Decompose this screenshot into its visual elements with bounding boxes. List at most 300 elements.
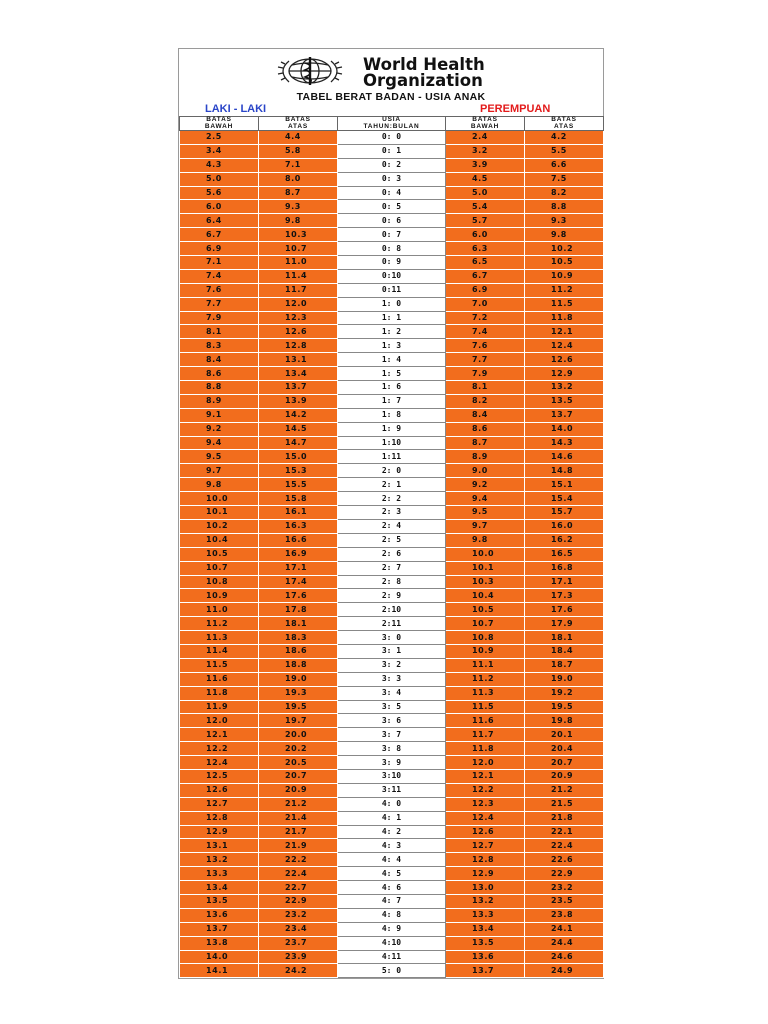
male-upper-limit-header <box>259 117 338 131</box>
female-upper-limit-cell: 20.7 <box>525 756 604 770</box>
male-upper-limit-cell: 20.2 <box>259 742 338 756</box>
org-name-line-1: World Health <box>363 55 485 74</box>
female-upper-limit-cell: 15.1 <box>525 478 604 492</box>
female-lower-limit-cell: 12.6 <box>446 825 525 839</box>
table-row <box>180 881 604 895</box>
table-row <box>180 714 604 728</box>
table-row <box>180 339 604 353</box>
age-cell: 0: 8 <box>338 242 446 256</box>
female-lower-limit-cell: 6.0 <box>446 228 525 242</box>
organization-name <box>363 57 485 89</box>
age-cell: 1: 3 <box>338 339 446 353</box>
table-row <box>180 131 604 145</box>
male-upper-limit-cell: 16.3 <box>259 519 338 533</box>
female-lower-limit-cell: 10.5 <box>446 603 525 617</box>
female-lower-limit-cell: 10.1 <box>446 561 525 575</box>
male-upper-limit-cell: 20.0 <box>259 728 338 742</box>
male-lower-limit-cell: 6.0 <box>180 200 259 214</box>
male-lower-limit-cell: 10.2 <box>180 519 259 533</box>
female-upper-limit-cell: 22.1 <box>525 825 604 839</box>
female-lower-limit-cell: 7.9 <box>446 367 525 381</box>
female-lower-limit-header <box>446 117 525 131</box>
age-cell: 0:11 <box>338 283 446 297</box>
female-lower-limit-cell: 9.2 <box>446 478 525 492</box>
male-lower-limit-cell: 6.4 <box>180 214 259 228</box>
female-upper-limit-cell: 22.6 <box>525 853 604 867</box>
male-upper-limit-cell: 8.7 <box>259 186 338 200</box>
male-lower-limit-cell: 10.8 <box>180 575 259 589</box>
female-lower-limit-cell: 13.2 <box>446 894 525 908</box>
male-lower-limit-cell: 7.1 <box>180 256 259 270</box>
female-upper-limit-cell: 8.2 <box>525 186 604 200</box>
age-cell: 4: 9 <box>338 922 446 936</box>
male-lower-limit-cell: 7.7 <box>180 297 259 311</box>
female-lower-limit-cell: 12.1 <box>446 769 525 783</box>
male-upper-limit-cell: 13.1 <box>259 353 338 367</box>
male-lower-limit-cell: 13.7 <box>180 922 259 936</box>
table-row <box>180 422 604 436</box>
female-lower-limit-cell: 12.4 <box>446 811 525 825</box>
male-upper-limit-cell: 11.4 <box>259 269 338 283</box>
male-lower-limit-cell: 6.7 <box>180 228 259 242</box>
age-cell: 0: 0 <box>338 131 446 145</box>
female-upper-limit-cell: 4.2 <box>525 131 604 145</box>
male-upper-limit-cell: 22.7 <box>259 881 338 895</box>
age-cell: 4: 8 <box>338 908 446 922</box>
table-row <box>180 172 604 186</box>
table-row <box>180 464 604 478</box>
female-upper-limit-cell: 15.4 <box>525 492 604 506</box>
table-row <box>180 658 604 672</box>
male-lower-limit-header <box>180 117 259 131</box>
female-upper-limit-cell: 12.9 <box>525 367 604 381</box>
table-row <box>180 519 604 533</box>
male-upper-limit-cell: 19.3 <box>259 686 338 700</box>
column-header-top: BATAS <box>206 116 232 123</box>
female-lower-limit-cell: 13.3 <box>446 908 525 922</box>
male-upper-limit-cell: 12.8 <box>259 339 338 353</box>
female-upper-limit-cell: 6.6 <box>525 158 604 172</box>
female-upper-limit-cell: 10.9 <box>525 269 604 283</box>
female-upper-limit-cell: 19.8 <box>525 714 604 728</box>
female-upper-limit-cell: 14.6 <box>525 450 604 464</box>
weight-age-chart <box>178 48 604 979</box>
column-header-top: BATAS <box>285 116 311 123</box>
female-lower-limit-cell: 8.2 <box>446 394 525 408</box>
table-row <box>180 950 604 964</box>
female-lower-limit-cell: 12.8 <box>446 853 525 867</box>
table-row <box>180 811 604 825</box>
age-cell: 4: 0 <box>338 797 446 811</box>
female-lower-limit-cell: 10.7 <box>446 617 525 631</box>
male-upper-limit-cell: 23.9 <box>259 950 338 964</box>
female-upper-limit-cell: 14.8 <box>525 464 604 478</box>
male-upper-limit-cell: 11.0 <box>259 256 338 270</box>
age-cell: 2:11 <box>338 617 446 631</box>
female-lower-limit-cell: 13.4 <box>446 922 525 936</box>
male-lower-limit-cell: 7.9 <box>180 311 259 325</box>
male-upper-limit-cell: 10.7 <box>259 242 338 256</box>
age-cell: 2: 6 <box>338 547 446 561</box>
table-row <box>180 297 604 311</box>
male-upper-limit-cell: 15.8 <box>259 492 338 506</box>
female-lower-limit-cell: 3.9 <box>446 158 525 172</box>
female-lower-limit-cell: 9.5 <box>446 506 525 520</box>
male-upper-limit-cell: 21.9 <box>259 839 338 853</box>
female-lower-limit-cell: 10.0 <box>446 547 525 561</box>
age-cell: 2: 5 <box>338 533 446 547</box>
table-row <box>180 617 604 631</box>
male-upper-limit-cell: 11.7 <box>259 283 338 297</box>
age-cell: 3: 9 <box>338 756 446 770</box>
male-upper-limit-cell: 19.0 <box>259 672 338 686</box>
male-lower-limit-cell: 10.0 <box>180 492 259 506</box>
age-cell: 1: 0 <box>338 297 446 311</box>
male-upper-limit-cell: 16.6 <box>259 533 338 547</box>
table-row <box>180 672 604 686</box>
age-cell: 2: 0 <box>338 464 446 478</box>
female-upper-limit-cell: 24.9 <box>525 964 604 978</box>
table-row <box>180 311 604 325</box>
male-lower-limit-cell: 10.5 <box>180 547 259 561</box>
age-cell: 4: 3 <box>338 839 446 853</box>
female-lower-limit-cell: 9.8 <box>446 533 525 547</box>
male-lower-limit-cell: 8.1 <box>180 325 259 339</box>
male-upper-limit-cell: 18.3 <box>259 631 338 645</box>
male-upper-limit-cell: 19.5 <box>259 700 338 714</box>
female-upper-limit-cell: 17.9 <box>525 617 604 631</box>
female-lower-limit-cell: 12.7 <box>446 839 525 853</box>
age-cell: 1: 9 <box>338 422 446 436</box>
male-upper-limit-cell: 4.4 <box>259 131 338 145</box>
age-cell: 1:11 <box>338 450 446 464</box>
male-upper-limit-cell: 22.2 <box>259 853 338 867</box>
male-upper-limit-cell: 14.7 <box>259 436 338 450</box>
female-lower-limit-cell: 13.7 <box>446 964 525 978</box>
male-upper-limit-cell: 13.4 <box>259 367 338 381</box>
column-header-row <box>180 117 604 131</box>
female-lower-limit-cell: 6.3 <box>446 242 525 256</box>
female-lower-limit-cell: 8.4 <box>446 408 525 422</box>
male-upper-limit-cell: 10.3 <box>259 228 338 242</box>
female-upper-limit-cell: 14.3 <box>525 436 604 450</box>
male-lower-limit-cell: 8.3 <box>180 339 259 353</box>
age-cell: 3: 6 <box>338 714 446 728</box>
age-cell: 0: 9 <box>338 256 446 270</box>
male-lower-limit-cell: 12.0 <box>180 714 259 728</box>
female-lower-limit-cell: 11.6 <box>446 714 525 728</box>
female-upper-limit-cell: 17.3 <box>525 589 604 603</box>
table-row <box>180 547 604 561</box>
age-cell: 2: 2 <box>338 492 446 506</box>
female-upper-limit-cell: 23.5 <box>525 894 604 908</box>
age-cell: 3: 7 <box>338 728 446 742</box>
female-upper-limit-cell: 16.2 <box>525 533 604 547</box>
table-row <box>180 867 604 881</box>
age-cell: 3: 5 <box>338 700 446 714</box>
age-cell: 2: 9 <box>338 589 446 603</box>
table-row <box>180 158 604 172</box>
age-cell: 0: 2 <box>338 158 446 172</box>
male-upper-limit-cell: 18.6 <box>259 644 338 658</box>
female-upper-limit-cell: 7.5 <box>525 172 604 186</box>
table-row <box>180 325 604 339</box>
age-cell: 1: 1 <box>338 311 446 325</box>
female-label: PEREMPUAN <box>480 103 551 115</box>
female-upper-limit-cell: 13.5 <box>525 394 604 408</box>
header-logo-row <box>179 49 603 91</box>
table-row <box>180 450 604 464</box>
table-row <box>180 381 604 395</box>
gender-labels <box>179 103 603 116</box>
female-upper-limit-cell: 22.9 <box>525 867 604 881</box>
male-lower-limit-cell: 11.0 <box>180 603 259 617</box>
male-upper-limit-cell: 9.8 <box>259 214 338 228</box>
male-upper-limit-cell: 18.1 <box>259 617 338 631</box>
female-upper-limit-cell: 23.2 <box>525 881 604 895</box>
table-row <box>180 894 604 908</box>
female-upper-limit-cell: 11.2 <box>525 283 604 297</box>
male-upper-limit-cell: 20.7 <box>259 769 338 783</box>
male-upper-limit-cell: 20.9 <box>259 783 338 797</box>
male-lower-limit-cell: 12.7 <box>180 797 259 811</box>
male-upper-limit-cell: 17.6 <box>259 589 338 603</box>
table-row <box>180 742 604 756</box>
table-row <box>180 367 604 381</box>
male-lower-limit-cell: 10.1 <box>180 506 259 520</box>
female-upper-limit-cell: 13.7 <box>525 408 604 422</box>
age-cell: 4: 6 <box>338 881 446 895</box>
male-upper-limit-cell: 12.0 <box>259 297 338 311</box>
male-upper-limit-cell: 15.5 <box>259 478 338 492</box>
male-upper-limit-cell: 23.4 <box>259 922 338 936</box>
female-lower-limit-cell: 9.7 <box>446 519 525 533</box>
female-lower-limit-cell: 8.9 <box>446 450 525 464</box>
female-lower-limit-cell: 12.0 <box>446 756 525 770</box>
male-lower-limit-cell: 13.6 <box>180 908 259 922</box>
female-upper-limit-cell: 11.8 <box>525 311 604 325</box>
male-upper-limit-cell: 7.1 <box>259 158 338 172</box>
male-lower-limit-cell: 13.4 <box>180 881 259 895</box>
male-upper-limit-cell: 21.4 <box>259 811 338 825</box>
female-lower-limit-cell: 11.1 <box>446 658 525 672</box>
male-upper-limit-cell: 8.0 <box>259 172 338 186</box>
female-lower-limit-cell: 7.4 <box>446 325 525 339</box>
female-upper-limit-cell: 12.4 <box>525 339 604 353</box>
male-upper-limit-cell: 15.0 <box>259 450 338 464</box>
male-upper-limit-cell: 12.3 <box>259 311 338 325</box>
female-lower-limit-cell: 7.6 <box>446 339 525 353</box>
male-upper-limit-cell: 15.3 <box>259 464 338 478</box>
female-lower-limit-cell: 9.4 <box>446 492 525 506</box>
male-lower-limit-cell: 13.3 <box>180 867 259 881</box>
male-lower-limit-cell: 8.9 <box>180 394 259 408</box>
male-lower-limit-cell: 9.7 <box>180 464 259 478</box>
weight-table <box>179 116 604 978</box>
female-lower-limit-cell: 7.7 <box>446 353 525 367</box>
male-lower-limit-cell: 14.0 <box>180 950 259 964</box>
female-upper-limit-cell: 19.2 <box>525 686 604 700</box>
male-lower-limit-cell: 6.9 <box>180 242 259 256</box>
female-upper-limit-cell: 16.5 <box>525 547 604 561</box>
female-lower-limit-cell: 10.3 <box>446 575 525 589</box>
female-upper-limit-cell: 18.4 <box>525 644 604 658</box>
female-lower-limit-cell: 11.8 <box>446 742 525 756</box>
male-lower-limit-cell: 12.6 <box>180 783 259 797</box>
age-cell: 2: 4 <box>338 519 446 533</box>
male-lower-limit-cell: 9.4 <box>180 436 259 450</box>
age-cell: 2: 1 <box>338 478 446 492</box>
column-header-top: BATAS <box>472 116 498 123</box>
age-cell: 1:10 <box>338 436 446 450</box>
male-upper-limit-cell: 22.9 <box>259 894 338 908</box>
female-upper-limit-cell: 24.4 <box>525 936 604 950</box>
age-cell: 2: 7 <box>338 561 446 575</box>
table-row <box>180 936 604 950</box>
male-lower-limit-cell: 4.3 <box>180 158 259 172</box>
age-cell: 1: 4 <box>338 353 446 367</box>
female-lower-limit-cell: 6.7 <box>446 269 525 283</box>
age-cell: 3:10 <box>338 769 446 783</box>
female-upper-limit-cell: 23.8 <box>525 908 604 922</box>
table-row <box>180 214 604 228</box>
age-cell: 4: 4 <box>338 853 446 867</box>
column-header-top: BATAS <box>551 116 577 123</box>
table-row <box>180 700 604 714</box>
age-cell: 1: 2 <box>338 325 446 339</box>
male-lower-limit-cell: 8.4 <box>180 353 259 367</box>
male-lower-limit-cell: 13.8 <box>180 936 259 950</box>
table-row <box>180 839 604 853</box>
female-upper-limit-cell: 9.3 <box>525 214 604 228</box>
table-row <box>180 242 604 256</box>
age-cell: 0: 5 <box>338 200 446 214</box>
female-upper-limit-cell: 18.7 <box>525 658 604 672</box>
table-row <box>180 492 604 506</box>
table-row <box>180 561 604 575</box>
female-upper-limit-cell: 8.8 <box>525 200 604 214</box>
table-row <box>180 922 604 936</box>
female-lower-limit-cell: 11.3 <box>446 686 525 700</box>
column-header-bottom: ATAS <box>288 122 308 130</box>
age-cell: 2: 8 <box>338 575 446 589</box>
table-row <box>180 269 604 283</box>
female-upper-limit-cell: 21.8 <box>525 811 604 825</box>
female-lower-limit-cell: 13.6 <box>446 950 525 964</box>
female-lower-limit-cell: 10.4 <box>446 589 525 603</box>
table-row <box>180 575 604 589</box>
male-upper-limit-cell: 13.7 <box>259 381 338 395</box>
table-title: TABEL BERAT BADAN - USIA ANAK <box>296 91 486 103</box>
table-row <box>180 783 604 797</box>
table-row <box>180 533 604 547</box>
age-cell: 4:11 <box>338 950 446 964</box>
female-lower-limit-cell: 8.1 <box>446 381 525 395</box>
male-upper-limit-cell: 20.5 <box>259 756 338 770</box>
female-upper-limit-cell: 20.4 <box>525 742 604 756</box>
female-lower-limit-cell: 10.8 <box>446 631 525 645</box>
age-cell: 4: 5 <box>338 867 446 881</box>
male-lower-limit-cell: 11.6 <box>180 672 259 686</box>
male-lower-limit-cell: 9.5 <box>180 450 259 464</box>
female-lower-limit-cell: 7.2 <box>446 311 525 325</box>
age-cell: 3: 8 <box>338 742 446 756</box>
female-lower-limit-cell: 5.0 <box>446 186 525 200</box>
female-lower-limit-cell: 6.5 <box>446 256 525 270</box>
age-cell: 3: 4 <box>338 686 446 700</box>
female-upper-limit-cell: 12.1 <box>525 325 604 339</box>
female-upper-limit-cell: 5.5 <box>525 144 604 158</box>
table-row <box>180 769 604 783</box>
female-lower-limit-cell: 4.5 <box>446 172 525 186</box>
age-cell: 0: 6 <box>338 214 446 228</box>
female-upper-limit-cell: 18.1 <box>525 631 604 645</box>
male-upper-limit-cell: 17.8 <box>259 603 338 617</box>
male-upper-limit-cell: 18.8 <box>259 658 338 672</box>
female-lower-limit-cell: 12.9 <box>446 867 525 881</box>
table-row <box>180 478 604 492</box>
table-row <box>180 256 604 270</box>
age-cell: 0: 3 <box>338 172 446 186</box>
male-lower-limit-cell: 9.8 <box>180 478 259 492</box>
age-cell: 3: 3 <box>338 672 446 686</box>
male-lower-limit-cell: 11.4 <box>180 644 259 658</box>
age-cell: 4: 7 <box>338 894 446 908</box>
male-upper-limit-cell: 19.7 <box>259 714 338 728</box>
age-cell: 0:10 <box>338 269 446 283</box>
male-lower-limit-cell: 5.6 <box>180 186 259 200</box>
table-row <box>180 644 604 658</box>
male-upper-limit-cell: 21.2 <box>259 797 338 811</box>
female-lower-limit-cell: 7.0 <box>446 297 525 311</box>
male-lower-limit-cell: 13.1 <box>180 839 259 853</box>
male-upper-limit-cell: 21.7 <box>259 825 338 839</box>
age-cell: 3: 0 <box>338 631 446 645</box>
table-row <box>180 186 604 200</box>
male-lower-limit-cell: 11.2 <box>180 617 259 631</box>
age-cell: 0: 7 <box>338 228 446 242</box>
table-row <box>180 436 604 450</box>
male-lower-limit-cell: 12.9 <box>180 825 259 839</box>
column-header-bottom: ATAS <box>554 122 574 130</box>
male-lower-limit-cell: 2.5 <box>180 131 259 145</box>
male-lower-limit-cell: 11.3 <box>180 631 259 645</box>
female-upper-limit-cell: 10.5 <box>525 256 604 270</box>
female-upper-limit-cell: 21.5 <box>525 797 604 811</box>
female-lower-limit-cell: 12.3 <box>446 797 525 811</box>
age-cell: 4: 1 <box>338 811 446 825</box>
female-lower-limit-cell: 2.4 <box>446 131 525 145</box>
table-row <box>180 394 604 408</box>
female-lower-limit-cell: 11.5 <box>446 700 525 714</box>
female-upper-limit-cell: 9.8 <box>525 228 604 242</box>
weight-table-body <box>180 131 604 978</box>
male-upper-limit-cell: 16.9 <box>259 547 338 561</box>
male-lower-limit-cell: 7.4 <box>180 269 259 283</box>
female-upper-limit-cell: 21.2 <box>525 783 604 797</box>
age-cell: 3: 2 <box>338 658 446 672</box>
age-cell: 1: 7 <box>338 394 446 408</box>
female-upper-limit-cell: 15.7 <box>525 506 604 520</box>
table-row <box>180 686 604 700</box>
age-cell: 0: 1 <box>338 144 446 158</box>
table-row <box>180 908 604 922</box>
table-row <box>180 506 604 520</box>
table-row <box>180 728 604 742</box>
male-lower-limit-cell: 12.5 <box>180 769 259 783</box>
female-upper-limit-cell: 12.6 <box>525 353 604 367</box>
male-lower-limit-cell: 13.5 <box>180 894 259 908</box>
